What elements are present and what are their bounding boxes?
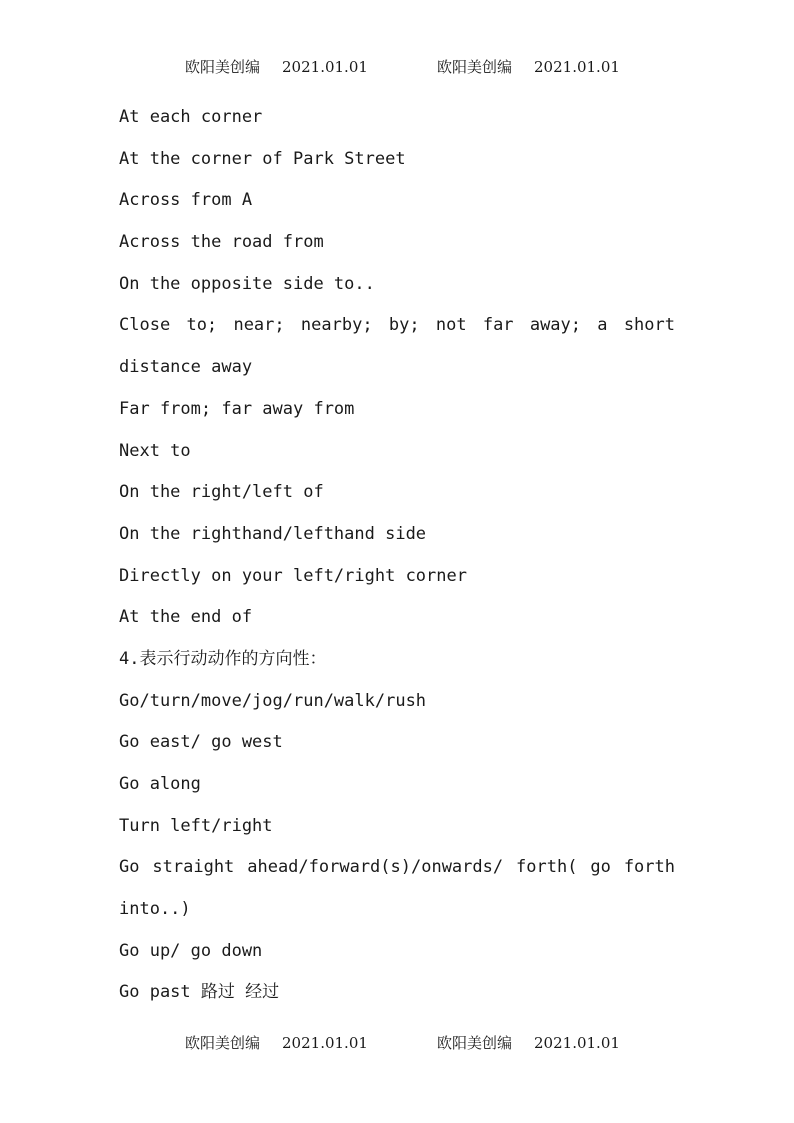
text-line: Far from; far away from: [119, 398, 355, 419]
text-line: At each corner: [119, 107, 263, 127]
text-line: On the righthand/lefthand side: [119, 523, 427, 544]
text-line: Across the road from: [119, 232, 324, 253]
footer-right-date: 2021.01.01: [534, 1034, 620, 1052]
header-right-date: 2021.01.01: [534, 58, 620, 76]
footer-right-author: 欧阳美创编: [437, 1034, 513, 1052]
text-line: Go straight ahead/forward(s)/onwards/ forth( go forth: [119, 857, 675, 878]
page-header: [0, 56, 794, 80]
text-line: At the end of: [119, 607, 253, 628]
text-line: Across from A: [119, 190, 253, 211]
page-footer: [0, 1032, 794, 1056]
header-right: [437, 56, 620, 77]
text-line: Go up/ go down: [119, 940, 263, 961]
footer-left-author: 欧阳美创编: [185, 1034, 261, 1052]
body-text: [119, 104, 675, 1021]
text-line: Go/turn/move/jog/run/walk/rush: [119, 690, 427, 711]
text-line: Directly on your left/right corner: [119, 565, 467, 586]
text-line: On the right/left of: [119, 482, 324, 503]
header-left: [185, 56, 368, 77]
footer-right: [437, 1032, 620, 1053]
text-line: On the opposite side to..: [119, 273, 375, 294]
text-line: distance away: [119, 357, 253, 378]
footer-left-date: 2021.01.01: [282, 1034, 368, 1052]
text-line: Close to; near; nearby; by; not far away; a short: [119, 315, 675, 336]
header-right-author: 欧阳美创编: [437, 58, 513, 76]
text-line: into..): [119, 899, 191, 920]
text-line: Go along: [119, 774, 201, 794]
footer-left: [185, 1032, 368, 1053]
section-heading: 4.表示行动动作的方向性：: [119, 648, 327, 669]
text-line: Go past 路过 经过: [119, 982, 280, 1003]
header-left-date: 2021.01.01: [282, 58, 368, 76]
text-line: Turn left/right: [119, 815, 273, 836]
text-line: At the corner of Park Street: [119, 148, 406, 169]
text-line: Next to: [119, 440, 191, 461]
header-left-author: 欧阳美创编: [185, 58, 261, 76]
text-line: Go east/ go west: [119, 732, 283, 753]
